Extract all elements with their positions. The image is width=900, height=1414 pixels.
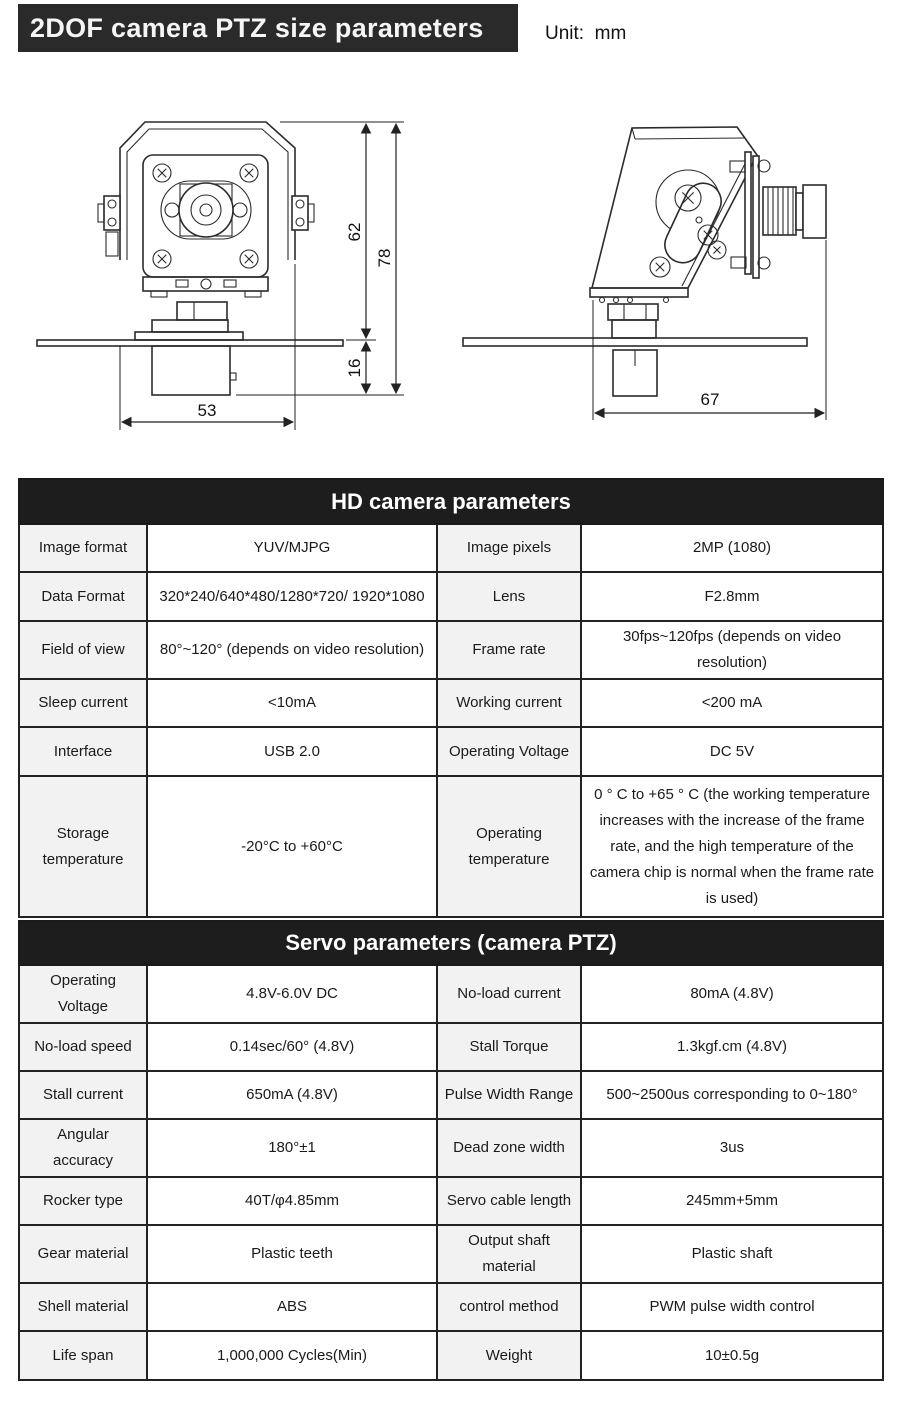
param-label: Output shaft material [437,1225,581,1283]
param-label: Data Format [19,572,147,621]
table-row [19,1225,883,1283]
param-label: Frame rate [437,621,581,679]
dimension-drawings [0,108,900,468]
param-label: Interface [19,727,147,776]
param-value: <200 mA [581,679,883,727]
param-label: Operating temperature [437,776,581,917]
table-row [19,1177,883,1225]
table-row [19,524,883,572]
param-value: 80mA (4.8V) [581,965,883,1023]
dim-label-67: 67 [700,390,720,409]
param-value: <10mA [147,679,437,727]
param-label: Rocker type [19,1177,147,1225]
dim-label-62: 62 [345,222,364,242]
param-value: 245mm+5mm [581,1177,883,1225]
hd-table-title: HD camera parameters [19,479,883,524]
table-row [19,965,883,1023]
param-value: 4.8V-6.0V DC [147,965,437,1023]
servo-table-header [19,921,883,965]
param-value: 10±0.5g [581,1331,883,1380]
param-label: Stall current [19,1071,147,1119]
param-label: Weight [437,1331,581,1380]
table-row [19,1119,883,1177]
front-view-drawing [28,108,420,460]
param-value: YUV/MJPG [147,524,437,572]
table-row [19,727,883,776]
gear-motor-front [152,346,236,395]
unit-label: Unit: mm [545,23,627,44]
param-label: Working current [437,679,581,727]
servo-base-side [590,288,688,338]
param-label: Operating Voltage [19,965,147,1023]
param-value: Plastic shaft [581,1225,883,1283]
param-label: Image format [19,524,147,572]
table-row [19,1283,883,1331]
tilt-bracket-side [592,127,757,288]
param-label: No-load current [437,965,581,1023]
param-label: No-load speed [19,1023,147,1071]
screw-icon [708,241,726,259]
param-value: 80°~120° (depends on video resolution) [147,621,437,679]
param-value: 1,000,000 Cycles(Min) [147,1331,437,1380]
param-label: Dead zone width [437,1119,581,1177]
param-value: 650mA (4.8V) [147,1071,437,1119]
param-value: 2MP (1080) [581,524,883,572]
camera-body-front [98,155,314,297]
table-row [19,1071,883,1119]
param-label: control method [437,1283,581,1331]
param-value: 500~2500us corresponding to 0~180° [581,1071,883,1119]
hd-camera-parameters-table [18,478,882,918]
left-hinge [98,196,120,256]
param-value: 0.14sec/60° (4.8V) [147,1023,437,1071]
servo-base-front [135,302,243,340]
param-value: 320*240/640*480/1280*720/ 1920*1080 [147,572,437,621]
param-label: Storage temperature [19,776,147,917]
table-row [19,572,883,621]
dim-label-78: 78 [375,248,394,268]
param-value: 0 ° C to +65 ° C (the working temperature increases with the increase of the frame rate, and the high temperature of the camera chip is normal when the frame rate is used) [581,776,883,917]
param-label: Pulse Width Range [437,1071,581,1119]
side-view-drawing [442,108,872,460]
param-value: 30fps~120fps (depends on video resolution) [581,621,883,679]
hd-table-header [19,479,883,524]
gear-motor-side [613,350,657,396]
mounting-board-side [463,338,807,346]
param-label: Angular accuracy [19,1119,147,1177]
param-label: Operating Voltage [437,727,581,776]
lens-barrel-side [763,185,826,238]
param-value: 1.3kgf.cm (4.8V) [581,1023,883,1071]
dim-label-53: 53 [197,401,217,420]
param-value: 180°±1 [147,1119,437,1177]
table-row [19,621,883,679]
param-label: Field of view [19,621,147,679]
param-label: Life span [19,1331,147,1380]
param-value: F2.8mm [581,572,883,621]
param-label: Servo cable length [437,1177,581,1225]
table-row [19,1023,883,1071]
mounting-board-front [37,340,343,346]
param-label: Lens [437,572,581,621]
table-row [19,776,883,917]
param-label: Image pixels [437,524,581,572]
param-value: -20°C to +60°C [147,776,437,917]
param-value: PWM pulse width control [581,1283,883,1331]
param-value: ABS [147,1283,437,1331]
table-row [19,1331,883,1380]
dim-label-16: 16 [345,358,364,378]
param-label: Stall Torque [437,1023,581,1071]
page-title [18,4,518,52]
page-title-text: 2DOF camera PTZ size parameters [30,12,484,43]
param-label: Gear material [19,1225,147,1283]
param-value: 3us [581,1119,883,1177]
servo-parameters-table [18,920,882,1381]
param-value: 40T/φ4.85mm [147,1177,437,1225]
servo-table-title: Servo parameters (camera PTZ) [19,921,883,965]
param-label: Shell material [19,1283,147,1331]
table-row [19,679,883,727]
right-hinge [292,196,314,230]
param-label: Sleep current [19,679,147,727]
param-value: Plastic teeth [147,1225,437,1283]
param-value: USB 2.0 [147,727,437,776]
param-value: DC 5V [581,727,883,776]
